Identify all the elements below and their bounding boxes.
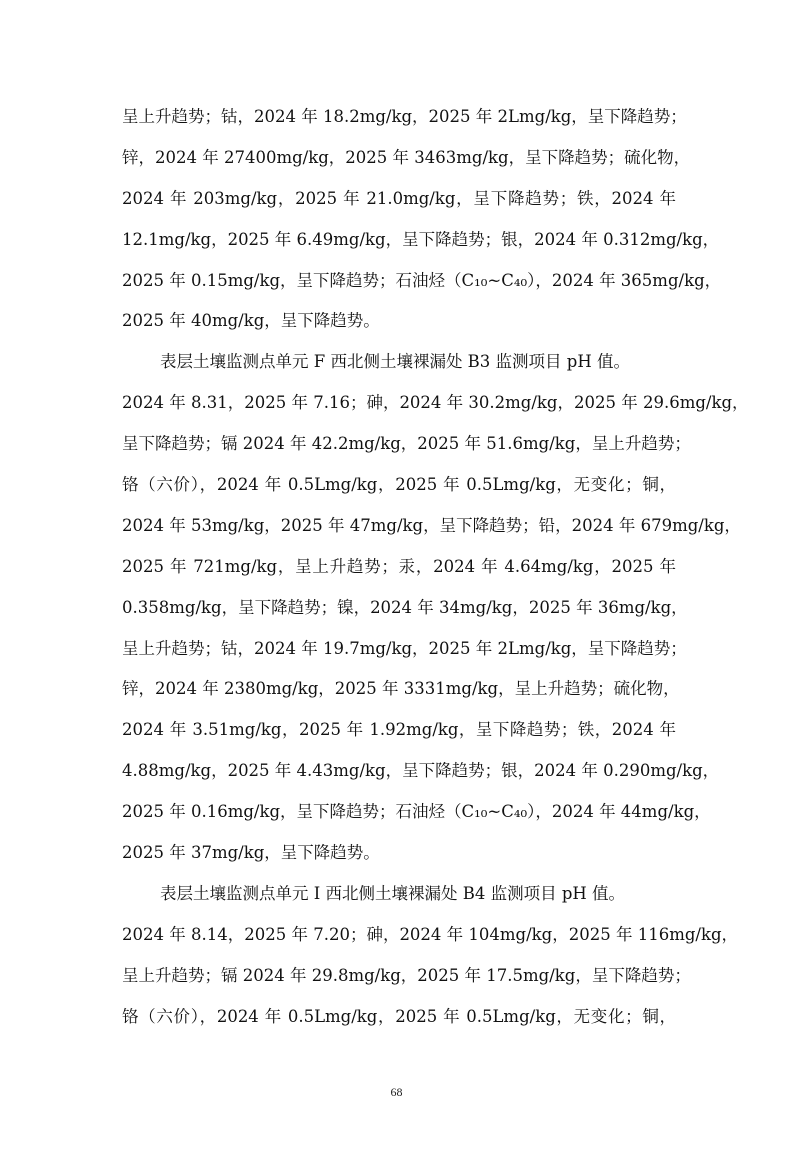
text-line: 2024 年 8.14，2025 年 7.20；砷，2024 年 104mg/kg，2025 年 116mg/kg， <box>122 924 739 944</box>
text-line: 锌，2024 年 2380mg/kg，2025 年 3331mg/kg，呈上升趋势；硫化物， <box>122 679 680 699</box>
text-line: 2024 年 8.31，2025 年 7.16；砷，2024 年 30.2mg/kg，2025 年 29.6mg/kg， <box>122 393 749 413</box>
text-line: 2024 年 53mg/kg，2025 年 47mg/kg，呈下降趋势；铅，2024 年 679mg/kg， <box>122 515 741 535</box>
page-number: 68 <box>390 1085 403 1099</box>
text-line: 2025 年 0.15mg/kg，呈下降趋势；石油烃（C₁₀~C₄₀），2024 年 365mg/kg， <box>122 270 722 290</box>
text-line: 呈上升趋势；钴，2024 年 19.7mg/kg，2025 年 2Lmg/kg，呈下降趋势； <box>122 638 687 658</box>
text-line: 4.88mg/kg，2025 年 4.43mg/kg，呈下降趋势；银，2024 年 0.290mg/kg， <box>122 761 720 781</box>
text-line: 呈上升趋势；钴，2024 年 18.2mg/kg，2025 年 2Lmg/kg，呈下降趋势； <box>122 107 687 126</box>
text-line: 2025 年 721mg/kg，呈上升趋势；汞，2024 年 4.64mg/kg，2025 年 <box>122 556 676 576</box>
text-line: 铬（六价），2024 年 0.5Lmg/kg，2025 年 0.5Lmg/kg，无变化；铜， <box>122 475 676 495</box>
text-line: 呈下降趋势；镉 2024 年 42.2mg/kg，2025 年 51.6mg/kg，呈上升趋势； <box>122 434 691 454</box>
text-line: 2024 年 3.51mg/kg，2025 年 1.92mg/kg，呈下降趋势；铁，2024 年 <box>122 720 676 740</box>
text-line: 呈上升趋势；镉 2024 年 29.8mg/kg，2025 年 17.5mg/kg，呈下降趋势； <box>122 965 691 985</box>
text-line: 锌，2024 年 27400mg/kg，2025 年 3463mg/kg，呈下降趋势；硫化物， <box>122 147 691 167</box>
paragraph-heading: 表层土壤监测点单元 F 西北侧土壤裸漏处 B3 监测项目 pH 值。 <box>160 352 630 372</box>
text-line: 2025 年 0.16mg/kg，呈下降趋势；石油烃（C₁₀~C₄₀），2024 年 44mg/kg， <box>122 802 711 822</box>
text-line: 2025 年 37mg/kg，呈下降趋势。 <box>122 843 380 863</box>
body-text <box>122 97 749 1037</box>
text-line: 铬（六价），2024 年 0.5Lmg/kg，2025 年 0.5Lmg/kg，无变化；铜， <box>122 1006 676 1026</box>
text-line: 12.1mg/kg，2025 年 6.49mg/kg，呈下降趋势；银，2024 年 0.312mg/kg， <box>122 229 720 249</box>
text-line: 2025 年 40mg/kg，呈下降趋势。 <box>122 311 380 331</box>
paragraph-heading: 表层土壤监测点单元 I 西北侧土壤裸漏处 B4 监测项目 pH 值。 <box>160 883 626 903</box>
text-line: 2024 年 203mg/kg，2025 年 21.0mg/kg，呈下降趋势；铁，2024 年 <box>122 188 676 208</box>
text-line: 0.358mg/kg，呈下降趋势；镍，2024 年 34mg/kg，2025 年 36mg/kg， <box>122 597 688 617</box>
